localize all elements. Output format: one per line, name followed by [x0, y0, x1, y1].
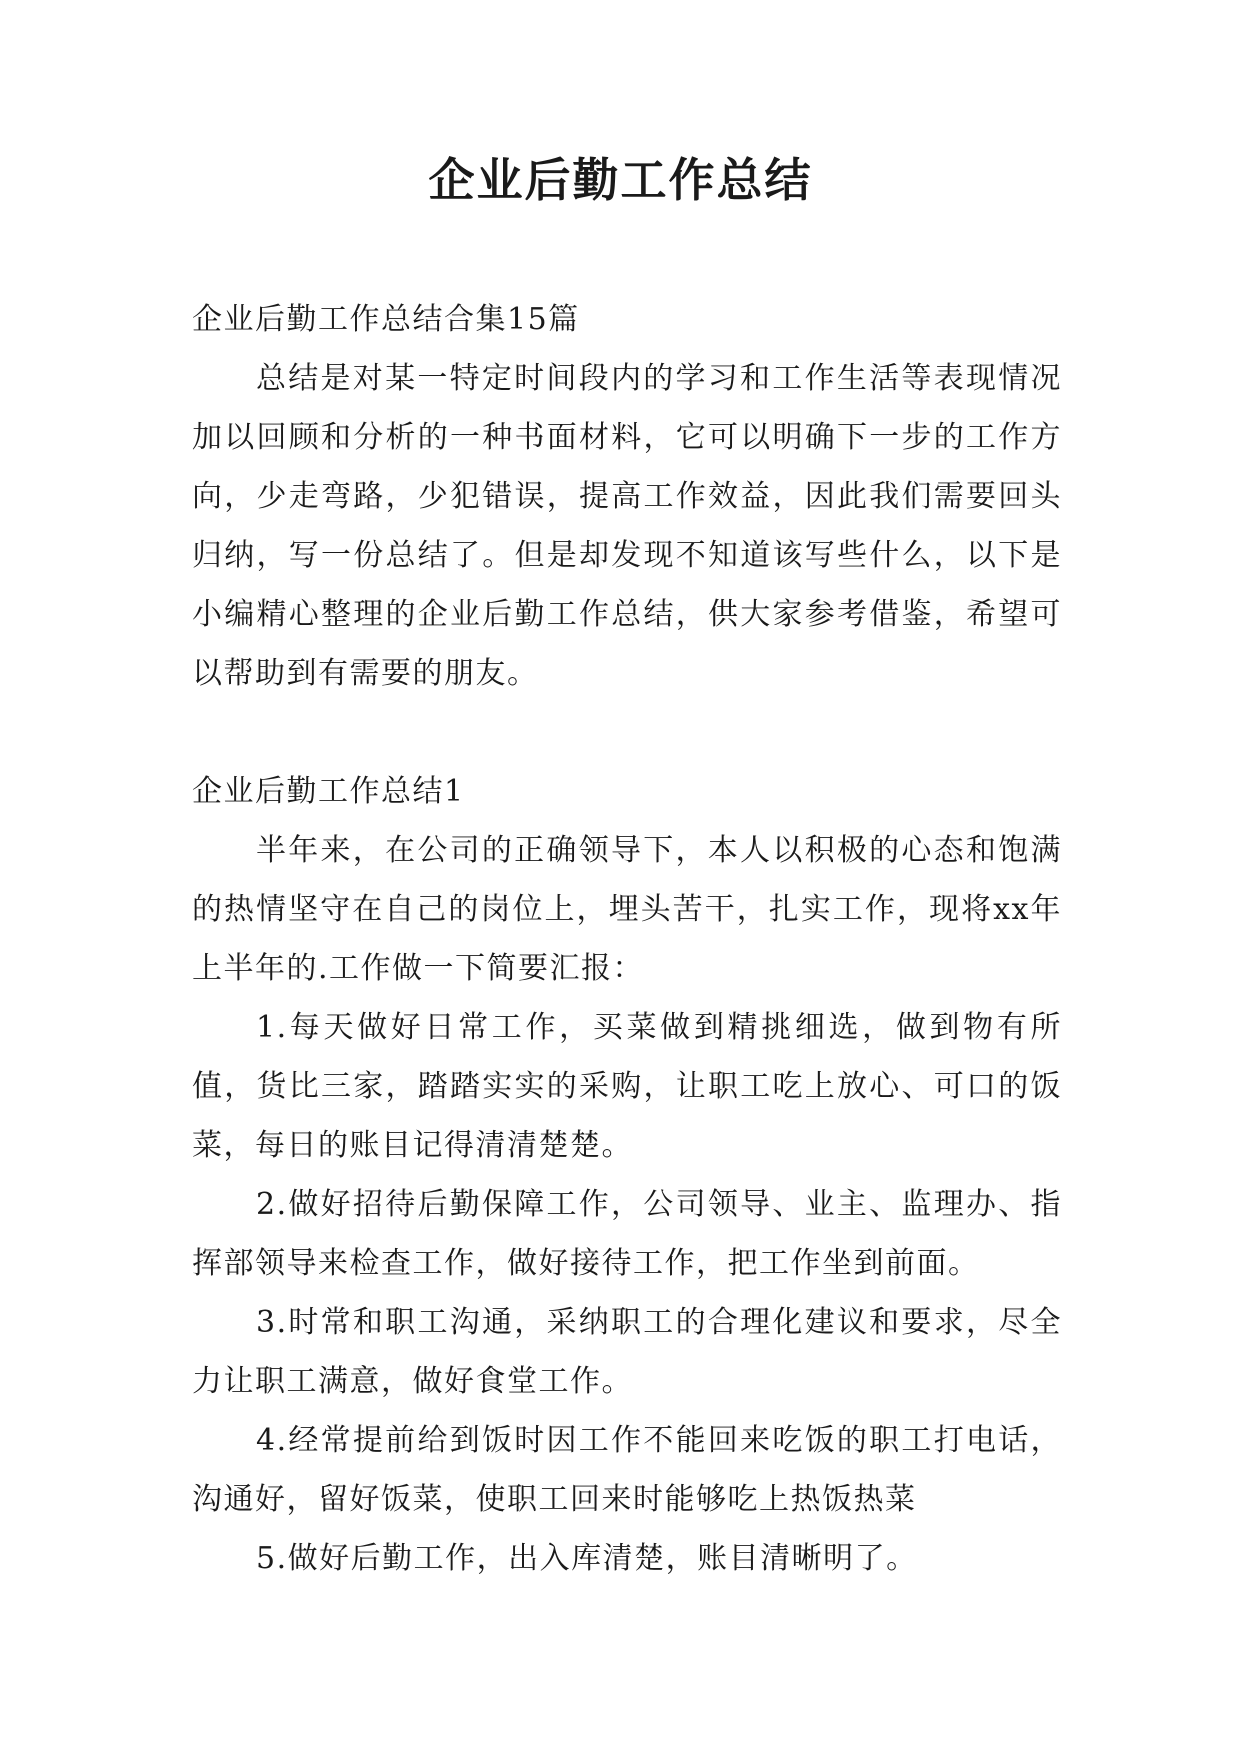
- document-body: [192, 290, 1062, 1588]
- intro-paragraph: 总结是对某一特定时间段内的学习和工作生活等表现情况加以回顾和分析的一种书面材料，它可以明确下一步的工作方向，少走弯路，少犯错误，提高工作效益，因此我们需要回头归纳，写一份总结了。但是却发现不知道该写些什么，以下是小编精心整理的企业后勤工作总结，供大家参考借鉴，希望可以帮助到有需要的朋友。: [192, 361, 1062, 691]
- list-item: 1.每天做好日常工作，买菜做到精挑细选，做到物有所值，货比三家，踏踏实实的采购，让职工吃上放心、可口的饭菜，每日的账目记得清清楚楚。: [192, 1010, 1062, 1163]
- section-heading: 企业后勤工作总结1: [192, 774, 465, 809]
- section-lead-paragraph: 半年来，在公司的正确领导下，本人以积极的心态和饱满的热情坚守在自己的岗位上，埋头苦干，扎实工作，现将xx年上半年的.工作做一下简要汇报：: [192, 833, 1062, 986]
- list-item: 4.经常提前给到饭时因工作不能回来吃饭的职工打电话，沟通好，留好饭菜，使职工回来时能够吃上热饭热菜: [192, 1423, 1062, 1517]
- list-item: 5.做好后勤工作，出入库清楚，账目清晰明了。: [256, 1541, 918, 1576]
- collection-subtitle: 企业后勤工作总结合集15篇: [192, 302, 580, 337]
- document-title: 企业后勤工作总结: [428, 153, 813, 207]
- list-item: 3.时常和职工沟通，采纳职工的合理化建议和要求，尽全力让职工满意，做好食堂工作。: [192, 1305, 1062, 1399]
- list-item: 2.做好招待后勤保障工作，公司领导、业主、监理办、指挥部领导来检查工作，做好接待工作，把工作坐到前面。: [192, 1187, 1062, 1281]
